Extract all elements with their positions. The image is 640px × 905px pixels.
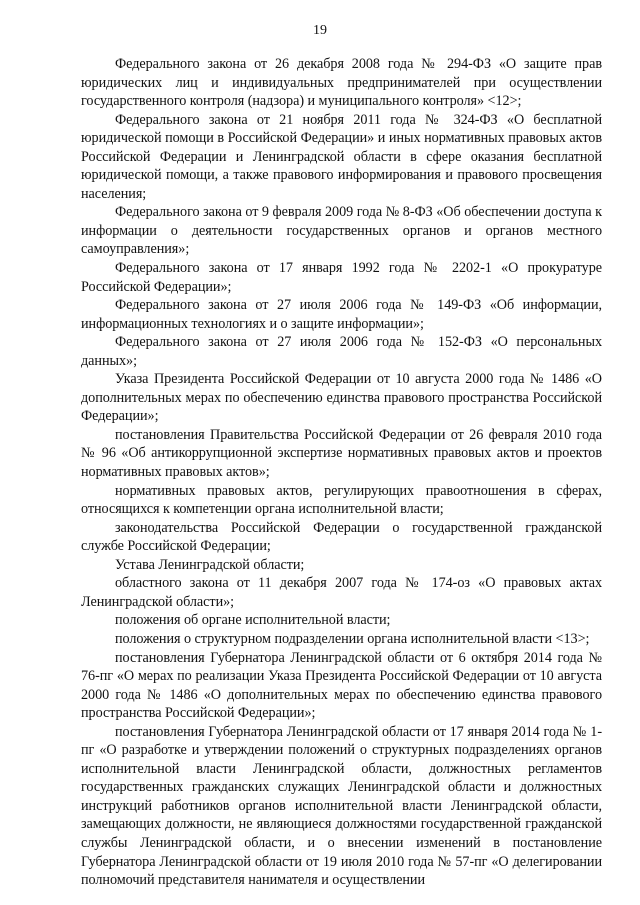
paragraph-9: нормативных правовых актов, регулирующих правоотношения в сферах, относящихся к компетенции органа исполнительной власти;	[81, 482, 602, 518]
paragraph-7: Указа Президента Российской Федерации от 10 августа 2000 года № 1486 «О дополнительных мерах по обеспечению единства правового пространства Российской Федерации»;	[81, 371, 602, 425]
paragraph-8: постановления Правительства Российской Федерации от 26 февраля 2010 года № 96 «Об антикоррупционной экспертизе нормативных правовых актов и проектов нормативных правовых актов»;	[81, 426, 602, 481]
paragraph-14: положения о структурном подразделении органа исполнительной власти <13>;	[115, 630, 590, 647]
paragraph-4: Федерального закона от 17 января 1992 года № 2202-1 «О прокуратуре Российской Федерации»;	[81, 260, 602, 295]
document-body	[81, 55, 602, 890]
paragraph-16: постановления Губернатора Ленинградской области от 17 января 2014 года № 1-пг «О разработке и утверждении положений о структурных подразделениях органов исполнительной власти Ленинградской области, должностных регламентов государственных гражданских служащих Ленинградской области и должностных инструкций работников органов исполнительной власти Ленинградской области, замещающих должности, не являющиеся должностями государственной гражданской службы Ленинградской области, и о внесении изменений в постановление Губернатора Ленинградской области от 19 июля 2010 года № 57-пг «О делегировании полномочий представителя нанимателя и осуществлении	[81, 723, 602, 889]
paragraph-11: Устава Ленинградской области;	[115, 556, 305, 573]
paragraph-5: Федерального закона от 27 июля 2006 года № 149-ФЗ «Об информации, информационных технологиях и о защите информации»;	[81, 297, 602, 332]
paragraph-1: Федерального закона от 26 декабря 2008 года № 294-ФЗ «О защите прав юридических лиц и индивидуальных предпринимателей при осуществлении государственного контроля (надзора) и муниципального контроля» <12>;	[81, 56, 602, 110]
page-number: 19	[313, 23, 327, 38]
paragraph-13: положения об органе исполнительной власти;	[115, 612, 391, 629]
paragraph-10: законодательства Российской Федерации о государственной гражданской службе Российской Федерации;	[81, 519, 602, 555]
paragraph-3: Федерального закона от 9 февраля 2009 года № 8-ФЗ «Об обеспечении доступа к информации о деятельности государственных органов и органов местного самоуправления»;	[81, 204, 602, 258]
paragraph-6: Федерального закона от 27 июля 2006 года № 152-ФЗ «О персональных данных»;	[81, 334, 602, 369]
paragraph-2: Федерального закона от 21 ноября 2011 года № 324-ФЗ «О бесплатной юридической помощи в Российской Федерации» и иных нормативных правовых актов Российской Федерации и Ленинградской области в сфере оказания бесплатной юридической помощи, а также правового информирования и правового просвещения населения;	[81, 111, 602, 202]
paragraph-12: областного закона от 11 декабря 2007 года № 174-оз «О правовых актах Ленинградской области»;	[81, 575, 602, 610]
paragraph-15: постановления Губернатора Ленинградской области от 6 октября 2014 года № 76-пг «О мерах по реализации Указа Президента Российской Федерации от 10 августа 2000 года № 1486 «О дополнительных мерах по обеспечению единства правового пространства Российской Федерации»;	[81, 649, 602, 722]
